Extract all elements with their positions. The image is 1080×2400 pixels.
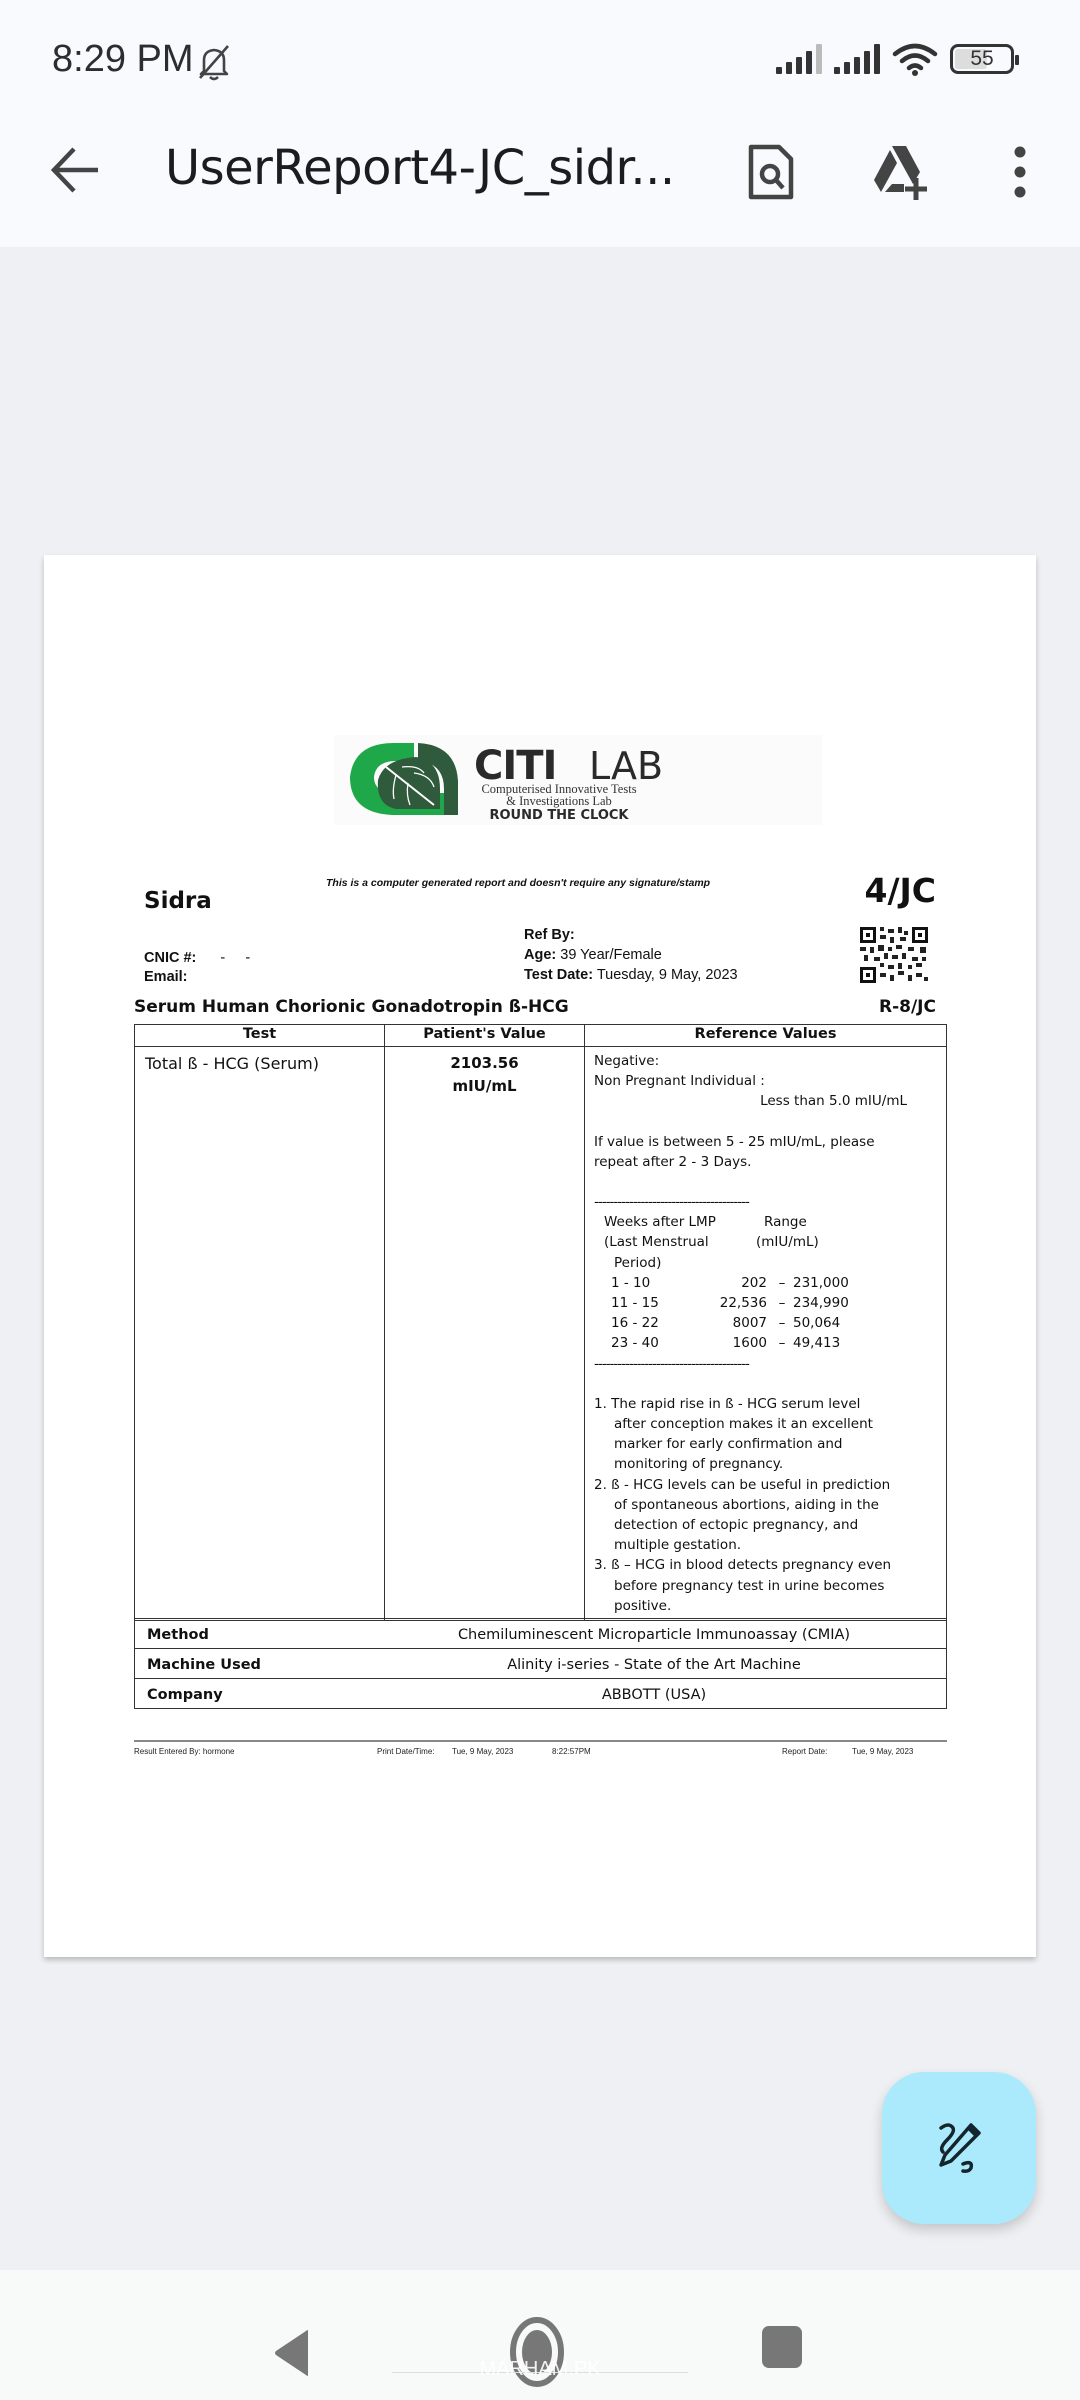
- range-low: 22,536: [719, 1295, 767, 1312]
- range-list: [594, 1273, 937, 1354]
- annotate-button[interactable]: [882, 2072, 1036, 2224]
- range-high: 50,064: [793, 1315, 841, 1332]
- patient-unit: mIU/mL: [452, 1077, 517, 1095]
- document-title: UserReport4-JC_sidr...: [165, 140, 675, 196]
- method-label: Machine Used: [135, 1649, 365, 1679]
- disclaimer: This is a computer generated report and doesn't require any signature/stamp: [326, 877, 711, 889]
- lmp-header: [594, 1212, 937, 1273]
- test-date-row: [524, 967, 738, 983]
- range-weeks: 23 - 40: [611, 1335, 659, 1352]
- method-value: [364, 1649, 947, 1679]
- method-table: [134, 1618, 947, 1709]
- range-separator: –: [778, 1274, 786, 1291]
- method-value-text: ABBOTT (USA): [601, 1687, 707, 1703]
- method-value: [364, 1679, 947, 1709]
- footer-print-label: Print Date/Time:: [377, 1747, 435, 1756]
- signal-icon: [834, 44, 880, 74]
- reference-values-cell: [585, 1047, 947, 1621]
- weeks-header-1: Weeks after LMP: [604, 1214, 716, 1231]
- method-row: [135, 1679, 947, 1709]
- footer-report-date-label: Report Date:: [782, 1747, 828, 1756]
- ref-by-label: Ref By:: [524, 927, 575, 943]
- range-low: 1600: [732, 1335, 767, 1352]
- note-item: 1. The rapid rise in ß - HCG serum level after conception makes it an excellent marker for early confirmation and monitoring of pregnancy.: [594, 1395, 873, 1473]
- citilab-logo: [334, 735, 822, 825]
- table-row: [135, 1047, 947, 1621]
- age-value: 39 Year/Female: [560, 947, 662, 963]
- logo-tagline-2: & Investigations Lab: [506, 794, 612, 808]
- footer-entered-by: Result Entered By: hormone: [134, 1747, 235, 1756]
- lab-report: [44, 555, 1036, 1957]
- range-weeks: 16 - 22: [611, 1315, 659, 1332]
- app-bar: [0, 120, 1080, 220]
- top-bar: [0, 0, 1080, 247]
- range-header-2: (mIU/mL): [756, 1234, 819, 1251]
- ref-divider-2: ----------------------------------------: [594, 1355, 749, 1372]
- range-row: [594, 1313, 937, 1333]
- ref-by-row: [524, 927, 575, 943]
- email-row: [144, 969, 188, 985]
- patient-value: 2103.56: [450, 1054, 519, 1072]
- ref-repeat-note: If value is between 5 - 25 mIU/mL, please repeat after 2 - 3 Days.: [594, 1133, 875, 1170]
- signal-icon: [776, 44, 822, 74]
- results-table: [134, 1024, 947, 1621]
- section-code: R-8/JC: [879, 997, 936, 1017]
- email-label: Email:: [144, 969, 188, 985]
- cnic-label: CNIC #:: [144, 950, 197, 966]
- note-item: 3. ß – HCG in blood detects pregnancy even before pregnancy test in urine becomes positive.: [594, 1557, 892, 1614]
- battery-icon: [950, 44, 1014, 74]
- header-test: Test: [135, 1025, 385, 1047]
- range-high: 231,000: [793, 1274, 849, 1291]
- range-high: 49,413: [793, 1335, 841, 1352]
- watermark: MARHAM.PK: [479, 2358, 601, 2380]
- method-label: Method: [135, 1619, 365, 1649]
- qr-code: [860, 927, 928, 983]
- cnic-value: - -: [220, 950, 251, 966]
- wifi-icon: [892, 42, 938, 76]
- drive-add-icon[interactable]: [870, 142, 930, 202]
- range-row: [594, 1333, 937, 1353]
- method-value-text: Alinity i-series - State of the Art Machine: [507, 1657, 801, 1673]
- logo-slogan: ROUND THE CLOCK: [489, 808, 629, 823]
- logo-tagline-1: Computerised Innovative Tests: [481, 782, 637, 796]
- more-vert-icon[interactable]: [990, 142, 1050, 202]
- method-value-text: Chemiluminescent Microparticle Immunoassay (CMIA): [457, 1627, 851, 1643]
- footer-print-date: Tue, 9 May, 2023: [452, 1747, 514, 1756]
- pdf-page[interactable]: [44, 555, 1036, 1957]
- method-row: [135, 1649, 947, 1679]
- logo-lab: LAB: [589, 744, 664, 788]
- test-date-value: Tuesday, 9 May, 2023: [596, 967, 738, 983]
- header-patient-value: Patient's Value: [385, 1025, 585, 1047]
- age-row: [524, 947, 662, 963]
- range-weeks: 11 - 15: [611, 1295, 659, 1312]
- draw-pen-icon: [931, 2120, 987, 2176]
- ref-divider: ----------------------------------------: [594, 1194, 749, 1211]
- range-weeks: 1 - 10: [611, 1274, 651, 1291]
- cnic-row: [144, 950, 250, 966]
- patient-name: Sidra: [144, 888, 212, 914]
- range-low: 202: [741, 1274, 767, 1291]
- ref-non-pregnant: Non Pregnant Individual :: [594, 1073, 765, 1090]
- notes-list: [594, 1394, 894, 1616]
- nav-back-icon[interactable]: [272, 2328, 312, 2378]
- method-row: [135, 1619, 947, 1649]
- logo-citi: CITI: [474, 743, 557, 789]
- ref-negative: Negative:: [594, 1053, 660, 1069]
- patient-value-cell: [385, 1047, 585, 1621]
- test-date-label: Test Date:: [524, 967, 594, 983]
- range-high: 234,990: [793, 1295, 849, 1312]
- navigation-bar: [0, 2270, 1080, 2400]
- nav-recents-icon[interactable]: [762, 2326, 802, 2368]
- weeks-header-3: Period): [614, 1254, 662, 1271]
- range-separator: –: [778, 1335, 786, 1352]
- header-reference-values: Reference Values: [585, 1025, 947, 1047]
- age-label: Age:: [524, 947, 557, 963]
- footer-divider: [134, 1740, 947, 1742]
- weeks-header-2: (Last Menstrual: [604, 1234, 709, 1251]
- method-value: [364, 1619, 947, 1649]
- battery-level: 55: [970, 47, 994, 70]
- note-item: 2. ß - HCG levels can be useful in prediction of spontaneous abortions, aiding in the detection of ectopic pregnancy, and multiple gestation.: [594, 1476, 891, 1554]
- ref-less-than: Less than 5.0 mIU/mL: [760, 1093, 907, 1110]
- section-title: Serum Human Chorionic Gonadotropin ß-HCG: [134, 997, 569, 1017]
- status-bar: [52, 38, 1080, 88]
- bell-off-icon: [194, 42, 234, 82]
- table-header-row: [135, 1025, 947, 1047]
- footer-report-date: Tue, 9 May, 2023: [852, 1747, 914, 1756]
- status-icons: [776, 42, 1014, 76]
- range-separator: –: [778, 1295, 786, 1312]
- search-document-icon[interactable]: [741, 142, 801, 202]
- status-time: 8:29 PM: [52, 38, 194, 80]
- back-arrow-icon[interactable]: [48, 144, 104, 196]
- range-header-1: Range: [764, 1214, 807, 1231]
- footer-print-time: 8:22:57PM: [552, 1747, 591, 1756]
- range-separator: –: [778, 1315, 786, 1332]
- test-name: Total ß - HCG (Serum): [135, 1047, 385, 1621]
- report-code: 4/JC: [864, 871, 936, 910]
- range-row: [594, 1273, 937, 1293]
- method-label: Company: [135, 1679, 365, 1709]
- range-row: [594, 1293, 937, 1313]
- range-low: 8007: [732, 1315, 767, 1332]
